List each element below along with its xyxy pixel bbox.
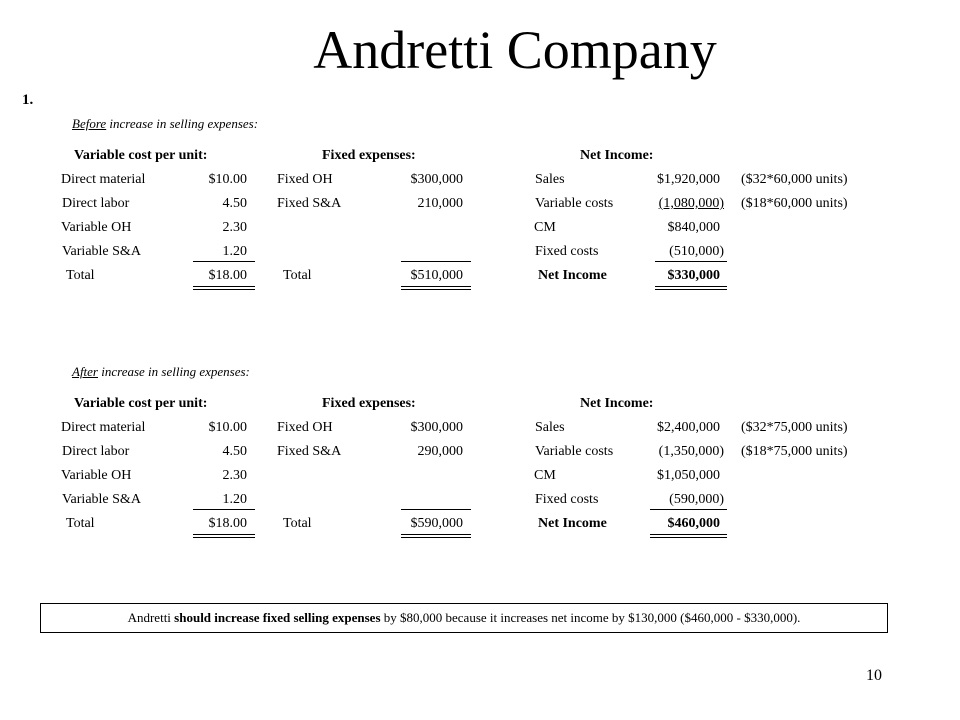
variable-row-value: $10.00 xyxy=(208,420,247,435)
net-income-header: Net Income: xyxy=(580,148,654,163)
variable-total-value: $18.00 xyxy=(208,268,247,283)
total-double-rule xyxy=(193,286,255,290)
variable-row-label: Direct material xyxy=(61,172,146,187)
variable-row-value: $10.00 xyxy=(208,172,247,187)
variable-row-label: Direct material xyxy=(61,420,146,435)
variable-row-label: Direct labor xyxy=(62,444,130,459)
section-subtitle: After increase in selling expenses: xyxy=(72,364,250,379)
net-row-label: Fixed costs xyxy=(535,244,599,259)
variable-cost-header: Variable cost per unit: xyxy=(74,396,208,411)
fixed-total-value: $510,000 xyxy=(410,268,463,283)
variable-row-value: 1.20 xyxy=(222,492,247,507)
variable-row-label: Variable S&A xyxy=(62,244,141,259)
net-row-value: (1,350,000) xyxy=(658,444,724,459)
total-double-rule xyxy=(193,534,255,538)
net-row-label: Variable costs xyxy=(535,444,614,459)
page-title: Andretti Company xyxy=(313,20,717,80)
fixed-total-value: $590,000 xyxy=(410,516,463,531)
variable-row-value: 1.20 xyxy=(222,244,247,259)
net-row-value: (1,080,000) xyxy=(658,196,724,211)
variable-total-label: Total xyxy=(66,268,95,283)
variable-row-value: 2.30 xyxy=(222,468,247,483)
net-row-value: $1,920,000 xyxy=(657,172,720,187)
variable-row-label: Variable OH xyxy=(61,220,132,235)
net-row-label: Fixed costs xyxy=(535,492,599,507)
fixed-row-label: Fixed OH xyxy=(277,420,333,435)
variable-row-value: 2.30 xyxy=(222,220,247,235)
subtotal-rule xyxy=(193,509,255,510)
net-row-label: CM xyxy=(534,220,556,235)
variable-cost-header: Variable cost per unit: xyxy=(74,148,208,163)
fixed-row-value: 210,000 xyxy=(417,196,463,211)
fixed-row-value: $300,000 xyxy=(410,172,463,187)
fixed-row-value: 290,000 xyxy=(417,444,463,459)
total-double-rule xyxy=(401,286,471,290)
net-row-value: $2,400,000 xyxy=(657,420,720,435)
variable-row-value: 4.50 xyxy=(222,444,247,459)
net-row-label: Variable costs xyxy=(535,196,614,211)
item-number: 1. xyxy=(22,92,34,108)
variable-row-label: Variable S&A xyxy=(62,492,141,507)
fixed-row-label: Fixed S&A xyxy=(277,196,342,211)
fixed-total-label: Total xyxy=(283,268,312,283)
net-row-note: ($18*60,000 units) xyxy=(741,196,848,211)
net-income-value: $330,000 xyxy=(667,268,720,283)
total-double-rule xyxy=(650,534,727,538)
subtotal-rule xyxy=(193,261,255,262)
fixed-row-label: Fixed S&A xyxy=(277,444,342,459)
subtotal-rule xyxy=(401,509,471,510)
variable-row-label: Direct labor xyxy=(62,196,130,211)
net-row-label: Sales xyxy=(535,420,565,435)
conclusion-box: Andretti should increase fixed selling expenses by $80,000 because it increases net income by $130,000 ($460,000 - $330,000). xyxy=(40,603,888,633)
total-double-rule xyxy=(401,534,471,538)
net-row-note: ($18*75,000 units) xyxy=(741,444,848,459)
net-row-label: Sales xyxy=(535,172,565,187)
fixed-expenses-header: Fixed expenses: xyxy=(322,396,416,411)
subtotal-rule xyxy=(655,261,727,262)
net-row-value: (510,000) xyxy=(669,244,724,259)
page-number: 10 xyxy=(866,667,882,684)
section-subtitle: Before increase in selling expenses: xyxy=(72,116,259,131)
net-income-value: $460,000 xyxy=(667,516,720,531)
fixed-total-label: Total xyxy=(283,516,312,531)
net-row-value: (590,000) xyxy=(669,492,724,507)
net-income-header: Net Income: xyxy=(580,396,654,411)
fixed-row-value: $300,000 xyxy=(410,420,463,435)
fixed-expenses-header: Fixed expenses: xyxy=(322,148,416,163)
total-double-rule xyxy=(655,286,727,290)
net-row-note: ($32*75,000 units) xyxy=(741,420,848,435)
variable-row-label: Variable OH xyxy=(61,468,132,483)
conclusion-emphasis: should increase fixed selling expenses xyxy=(174,610,381,625)
variable-total-label: Total xyxy=(66,516,95,531)
net-income-label: Net Income xyxy=(538,268,607,283)
net-row-value: $840,000 xyxy=(667,220,720,235)
net-income-label: Net Income xyxy=(538,516,607,531)
net-row-value: $1,050,000 xyxy=(657,468,720,483)
variable-row-value: 4.50 xyxy=(222,196,247,211)
net-row-note: ($32*60,000 units) xyxy=(741,172,848,187)
fixed-row-label: Fixed OH xyxy=(277,172,333,187)
subtotal-rule xyxy=(401,261,471,262)
variable-total-value: $18.00 xyxy=(208,516,247,531)
net-row-label: CM xyxy=(534,468,556,483)
subtotal-rule xyxy=(650,509,727,510)
